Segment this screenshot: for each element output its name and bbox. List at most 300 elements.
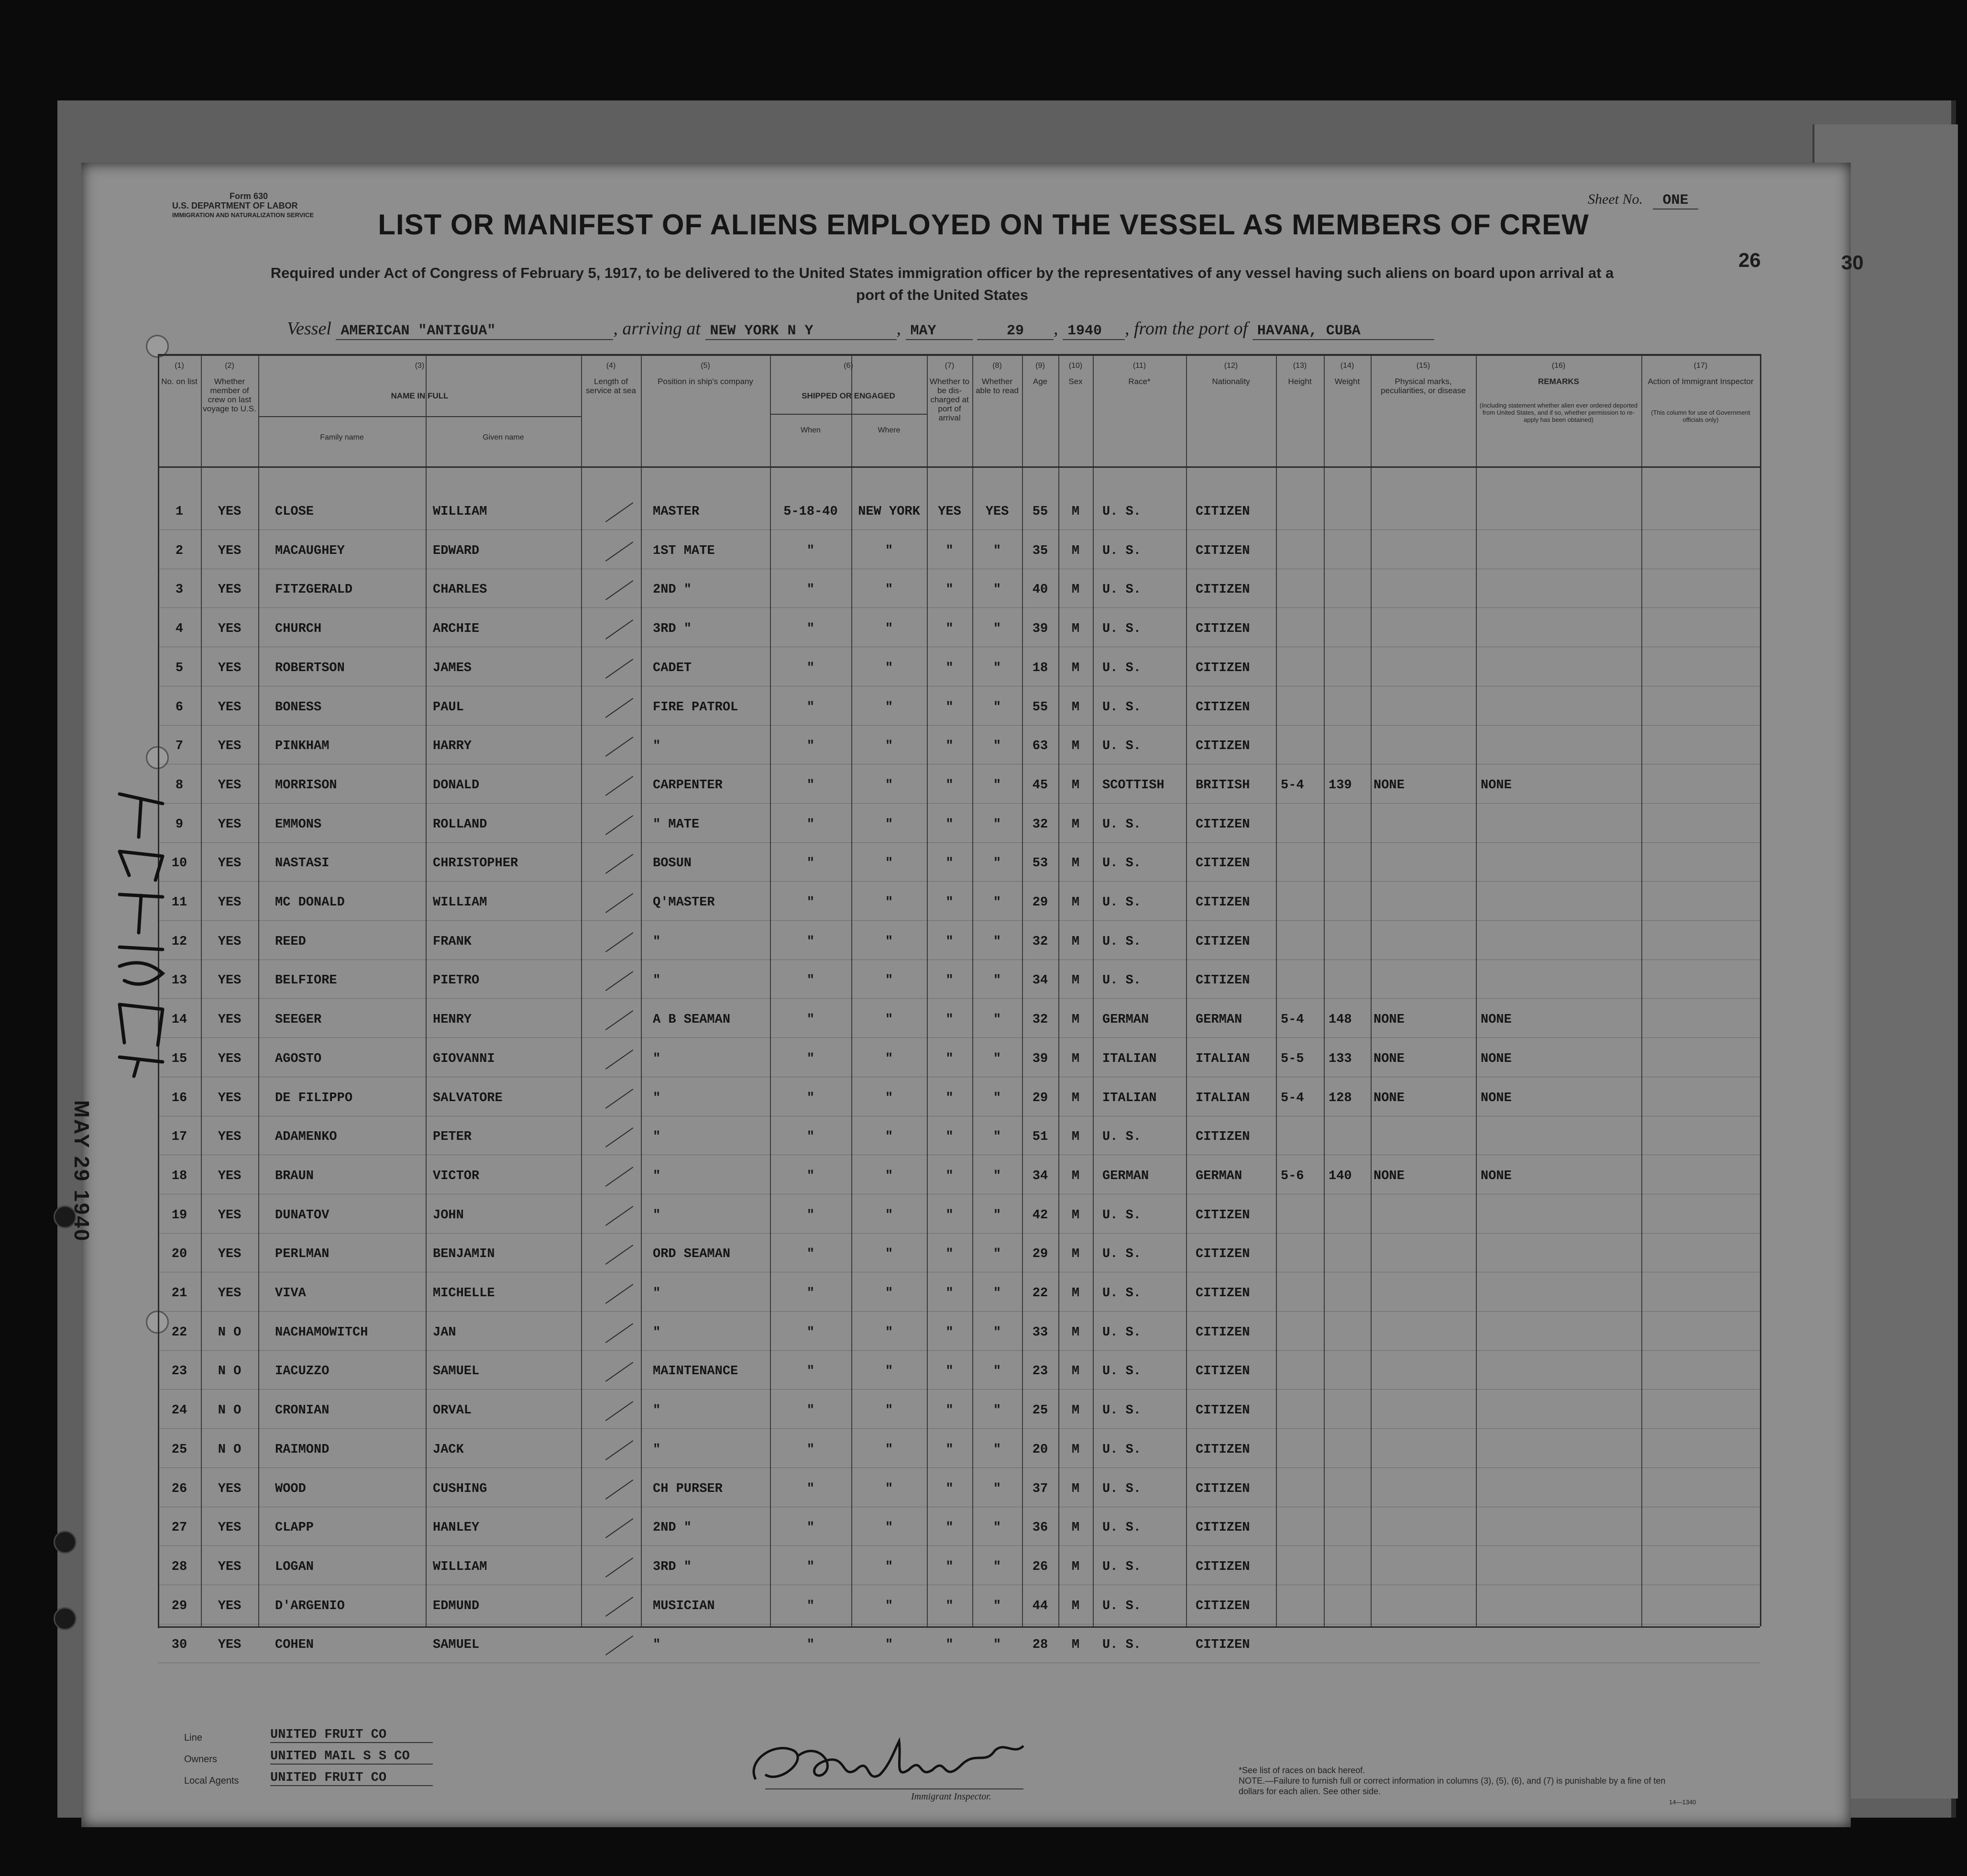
cell-read: " xyxy=(993,1247,1001,1262)
cell-position: CH PURSER xyxy=(653,1481,723,1496)
cell-crew: YES xyxy=(218,1599,242,1613)
cell-nationality: CITIZEN xyxy=(1196,1442,1250,1457)
cell-when: " xyxy=(806,973,815,988)
row-rule xyxy=(158,1037,1760,1038)
cell-nationality: CITIZEN xyxy=(1196,1638,1250,1653)
cell-sex: M xyxy=(1071,583,1080,597)
cell-no: 7 xyxy=(175,739,184,754)
column-rule xyxy=(1324,354,1325,1626)
line-value: UNITED FRUIT CO xyxy=(270,1728,433,1743)
cell-given: SAMUEL xyxy=(433,1364,480,1379)
cell-sex: M xyxy=(1071,856,1080,871)
cell-position: " xyxy=(653,934,661,949)
cell-position: 3RD " xyxy=(653,622,692,637)
cell-weight: 148 xyxy=(1329,1013,1352,1027)
cell-crew: YES xyxy=(218,739,242,754)
cell-given: CUSHING xyxy=(433,1481,487,1496)
column-header: No. on list xyxy=(161,377,198,386)
row-rule xyxy=(158,920,1760,921)
column-number: (3) xyxy=(415,362,425,370)
cell-discharged: " xyxy=(945,1130,954,1145)
cell-discharged: YES xyxy=(938,505,961,519)
column-number: (6) xyxy=(844,362,853,370)
cell-age: 53 xyxy=(1032,856,1048,871)
cell-given: PETER xyxy=(433,1130,472,1145)
column-rule xyxy=(1641,354,1642,1626)
column-header: SHIPPED OR ENGAGED xyxy=(802,391,895,400)
cell-where: " xyxy=(885,622,893,637)
column-header: Whether to be dis-charged at port of arrival xyxy=(929,377,970,422)
cell-given: SAMUEL xyxy=(433,1638,480,1653)
cell-crew: YES xyxy=(218,583,242,597)
cell-position: CARPENTER xyxy=(653,778,723,793)
cell-nationality: CITIZEN xyxy=(1196,543,1250,558)
cell-weight: 140 xyxy=(1329,1169,1352,1183)
column-header: REMARKS xyxy=(1538,377,1579,386)
cell-read: " xyxy=(993,543,1001,558)
cell-family: CHURCH xyxy=(275,622,322,637)
cell-nationality: CITIZEN xyxy=(1196,1403,1250,1418)
row-rule xyxy=(158,1311,1760,1312)
column-number: (14) xyxy=(1340,362,1354,370)
cell-crew: YES xyxy=(218,1286,242,1301)
cell-height: 5-5 xyxy=(1281,1051,1304,1066)
column-rule xyxy=(1186,354,1187,1626)
cell-crew: N O xyxy=(218,1325,242,1340)
cell-sex: M xyxy=(1071,1599,1080,1613)
cell-family: PINKHAM xyxy=(275,739,330,754)
cell-race: U. S. xyxy=(1102,1208,1142,1223)
cell-sex: M xyxy=(1071,1481,1080,1496)
cell-read: " xyxy=(993,856,1001,871)
department: U.S. DEPARTMENT OF LABOR xyxy=(172,201,298,210)
cell-marks: NONE xyxy=(1374,1013,1405,1027)
cell-age: 45 xyxy=(1032,778,1048,793)
cell-age: 51 xyxy=(1032,1130,1048,1145)
cell-race: U. S. xyxy=(1102,1247,1142,1262)
cell-crew: YES xyxy=(218,895,242,910)
cell-race: U. S. xyxy=(1102,817,1142,832)
cell-sex: M xyxy=(1071,1091,1080,1105)
cell-read: " xyxy=(993,1599,1001,1613)
cell-race: U. S. xyxy=(1102,700,1142,715)
cell-race: U. S. xyxy=(1102,895,1142,910)
cell-when: " xyxy=(806,1521,815,1535)
cell-family: EMMONS xyxy=(275,817,322,832)
cell-position: MUSICIAN xyxy=(653,1599,715,1613)
column-subheader: Given name xyxy=(483,433,524,441)
cell-crew: YES xyxy=(218,1521,242,1535)
cell-age: 39 xyxy=(1032,1051,1048,1066)
cell-age: 34 xyxy=(1032,973,1048,988)
page-title: LIST OR MANIFEST OF ALIENS EMPLOYED ON THE VESSEL AS MEMBERS OF CREW xyxy=(378,209,1589,241)
cell-given: JAMES xyxy=(433,661,472,675)
cell-when: " xyxy=(806,1130,815,1145)
cell-no: 23 xyxy=(171,1364,187,1379)
cell-race: U. S. xyxy=(1102,934,1142,949)
cell-crew: YES xyxy=(218,934,242,949)
cell-nationality: CITIZEN xyxy=(1196,1599,1250,1613)
cell-read: " xyxy=(993,1286,1001,1301)
column-number: (7) xyxy=(945,362,955,370)
row-rule xyxy=(158,998,1760,999)
cell-remarks: NONE xyxy=(1481,778,1512,793)
column-rule xyxy=(1093,354,1094,1626)
cell-sex: M xyxy=(1071,1521,1080,1535)
cell-given: JACK xyxy=(433,1442,464,1457)
cell-when: " xyxy=(806,817,815,832)
cell-discharged: " xyxy=(945,1247,954,1262)
cell-read: " xyxy=(993,1091,1001,1105)
cell-given: EDMUND xyxy=(433,1599,480,1613)
penalty-note: NOTE.—Failure to furnish full or correct information in columns (3), (5), (6), and (7) is punishable by a fine of ten dollars for each alien. See other side. xyxy=(1239,1776,1666,1796)
column-rule xyxy=(1371,354,1372,1626)
cell-sex: M xyxy=(1071,778,1080,793)
cell-when: " xyxy=(806,1013,815,1027)
cell-crew: YES xyxy=(218,1559,242,1574)
cell-discharged: " xyxy=(945,1091,954,1105)
column-subheader: Where xyxy=(878,426,901,434)
cell-age: 37 xyxy=(1032,1481,1048,1496)
cell-discharged: " xyxy=(945,1169,954,1183)
date-stamp: MAY 29 1940 xyxy=(70,1100,93,1243)
cell-race: SCOTTISH xyxy=(1102,778,1165,793)
cell-sex: M xyxy=(1071,895,1080,910)
cell-no: 24 xyxy=(171,1403,187,1418)
cell-discharged: " xyxy=(945,973,954,988)
table-top-rule xyxy=(158,354,1760,355)
cell-read: " xyxy=(993,1013,1001,1027)
cell-nationality: ITALIAN xyxy=(1196,1051,1250,1066)
cell-given: WILLIAM xyxy=(433,505,487,519)
cell-read: " xyxy=(993,622,1001,637)
cell-where: " xyxy=(885,1638,893,1653)
cell-position: CADET xyxy=(653,661,692,675)
cell-read: " xyxy=(993,661,1001,675)
cell-read: " xyxy=(993,1521,1001,1535)
cell-family: BONESS xyxy=(275,700,322,715)
cell-height: 5-4 xyxy=(1281,778,1304,793)
arrival-day: 29 xyxy=(977,323,1054,340)
cell-crew: YES xyxy=(218,856,242,871)
cell-read: " xyxy=(993,973,1001,988)
cell-family: SEEGER xyxy=(275,1013,322,1027)
cell-where: " xyxy=(885,1403,893,1418)
cell-race: U. S. xyxy=(1102,543,1142,558)
cell-no: 26 xyxy=(171,1481,187,1496)
column-header: Whether member of crew on last voyage to U.S. xyxy=(203,377,256,413)
cell-where: " xyxy=(885,856,893,871)
owners-label: Owners xyxy=(184,1754,217,1765)
cell-height: 5-6 xyxy=(1281,1169,1304,1183)
column-subheader: (This column for use of Government officials only) xyxy=(1651,409,1750,423)
cell-discharged: " xyxy=(945,778,954,793)
cell-sex: M xyxy=(1071,661,1080,675)
cell-race: U. S. xyxy=(1102,1599,1142,1613)
column-number: (1) xyxy=(175,362,184,370)
cell-when: " xyxy=(806,583,815,597)
cell-when: " xyxy=(806,1559,815,1574)
cell-read: " xyxy=(993,934,1001,949)
cell-nationality: CITIZEN xyxy=(1196,1130,1250,1145)
cell-when: " xyxy=(806,1364,815,1379)
cell-position: 2ND " xyxy=(653,1521,692,1535)
cell-nationality: ITALIAN xyxy=(1196,1091,1250,1105)
cell-discharged: " xyxy=(945,1403,954,1418)
cell-given: ROLLAND xyxy=(433,817,487,832)
cell-family: CRONIAN xyxy=(275,1403,330,1418)
cell-sex: M xyxy=(1071,1013,1080,1027)
cell-weight: 139 xyxy=(1329,778,1352,793)
cell-no: 4 xyxy=(175,622,184,637)
cell-when: " xyxy=(806,1481,815,1496)
cell-when: " xyxy=(806,934,815,949)
cell-read: " xyxy=(993,1364,1001,1379)
row-rule xyxy=(158,1233,1760,1234)
cell-position: Q'MASTER xyxy=(653,895,715,910)
cell-read: " xyxy=(993,1051,1001,1066)
cell-race: U. S. xyxy=(1102,1364,1142,1379)
cell-remarks: NONE xyxy=(1481,1169,1512,1183)
cell-where: " xyxy=(885,1208,893,1223)
cell-position: " xyxy=(653,1442,661,1457)
row-rule xyxy=(158,842,1760,843)
cell-discharged: " xyxy=(945,700,954,715)
cell-given: MICHELLE xyxy=(433,1286,495,1301)
column-header: Physical marks, peculiarities, or disease xyxy=(1381,377,1466,395)
column-header: Sex xyxy=(1068,377,1083,386)
agents-label: Local Agents xyxy=(184,1776,239,1786)
cell-sex: M xyxy=(1071,1559,1080,1574)
row-rule xyxy=(158,725,1760,726)
cell-family: MACAUGHEY xyxy=(275,543,345,558)
cell-family: IACUZZO xyxy=(275,1364,330,1379)
row-rule xyxy=(158,1545,1760,1546)
cell-position: " xyxy=(653,1169,661,1183)
column-header: Height xyxy=(1288,377,1312,386)
cell-race: U. S. xyxy=(1102,1286,1142,1301)
cell-when: " xyxy=(806,1442,815,1457)
cell-marks: NONE xyxy=(1374,778,1405,793)
cell-read: YES xyxy=(985,505,1009,519)
cell-family: FITZGERALD xyxy=(275,583,353,597)
cell-age: 29 xyxy=(1032,1247,1048,1262)
cell-position: ORD SEAMAN xyxy=(653,1247,731,1262)
column-number: (16) xyxy=(1551,362,1566,370)
agents-value: UNITED FRUIT CO xyxy=(270,1771,433,1786)
cell-family: NACHAMOWITCH xyxy=(275,1325,368,1340)
cell-race: ITALIAN xyxy=(1102,1091,1157,1105)
cell-race: U. S. xyxy=(1102,583,1142,597)
cell-sex: M xyxy=(1071,622,1080,637)
cell-given: CHRISTOPHER xyxy=(433,856,518,871)
cell-age: 20 xyxy=(1032,1442,1048,1457)
cell-given: JOHN xyxy=(433,1208,464,1223)
cell-nationality: CITIZEN xyxy=(1196,505,1250,519)
cell-family: MORRISON xyxy=(275,778,337,793)
cell-given: WILLIAM xyxy=(433,895,487,910)
cell-discharged: " xyxy=(945,817,954,832)
cell-where: " xyxy=(885,895,893,910)
cell-position: A B SEAMAN xyxy=(653,1013,731,1027)
cell-where: " xyxy=(885,817,893,832)
column-number: (2) xyxy=(225,362,234,370)
cell-where: " xyxy=(885,973,893,988)
cell-read: " xyxy=(993,583,1001,597)
cell-where: " xyxy=(885,1247,893,1262)
form-number: Form 630 xyxy=(230,191,268,201)
cell-when: " xyxy=(806,856,815,871)
cell-age: 28 xyxy=(1032,1638,1048,1653)
cell-given: SALVATORE xyxy=(433,1091,503,1105)
cell-nationality: CITIZEN xyxy=(1196,973,1250,988)
cell-race: U. S. xyxy=(1102,1403,1142,1418)
cell-crew: YES xyxy=(218,1169,242,1183)
cell-family: REED xyxy=(275,934,306,949)
cell-no: 1 xyxy=(175,505,184,519)
column-number: (17) xyxy=(1693,362,1708,370)
cell-no: 21 xyxy=(171,1286,187,1301)
cell-when: " xyxy=(806,700,815,715)
cell-remarks: NONE xyxy=(1481,1013,1512,1027)
column-header: Whether able to read xyxy=(976,377,1019,395)
sheet-no-value: ONE xyxy=(1653,192,1698,210)
cell-crew: YES xyxy=(218,1130,242,1145)
cell-sex: M xyxy=(1071,1130,1080,1145)
cell-read: " xyxy=(993,1559,1001,1574)
cell-position: 2ND " xyxy=(653,583,692,597)
cell-when: " xyxy=(806,1247,815,1262)
cell-nationality: CITIZEN xyxy=(1196,817,1250,832)
cell-sex: M xyxy=(1071,739,1080,754)
service: IMMIGRATION AND NATURALIZATION SERVICE xyxy=(172,211,314,219)
page-number: 30 xyxy=(1841,251,1864,274)
cell-given: ORVAL xyxy=(433,1403,472,1418)
cell-no: 30 xyxy=(171,1638,187,1653)
cell-no: 16 xyxy=(171,1091,187,1105)
cell-nationality: CITIZEN xyxy=(1196,583,1250,597)
cell-nationality: CITIZEN xyxy=(1196,895,1250,910)
cell-family: DE FILIPPO xyxy=(275,1091,353,1105)
column-number: (8) xyxy=(992,362,1002,370)
cell-position: " xyxy=(653,1325,661,1340)
cell-given: FRANK xyxy=(433,934,472,949)
cell-position: " xyxy=(653,1403,661,1418)
cell-read: " xyxy=(993,778,1001,793)
cell-family: MC DONALD xyxy=(275,895,345,910)
cell-age: 33 xyxy=(1032,1325,1048,1340)
from-label: , from the port of xyxy=(1125,319,1248,339)
cell-where: NEW YORK xyxy=(858,505,920,519)
column-number: (9) xyxy=(1035,362,1045,370)
cell-race: U. S. xyxy=(1102,739,1142,754)
cell-remarks: NONE xyxy=(1481,1091,1512,1105)
cell-where: " xyxy=(885,1325,893,1340)
cell-position: 3RD " xyxy=(653,1559,692,1574)
cell-race: U. S. xyxy=(1102,1521,1142,1535)
column-header: Position in ship's company xyxy=(658,377,753,386)
cell-when: " xyxy=(806,1599,815,1613)
cell-when: " xyxy=(806,895,815,910)
cell-nationality: BRITISH xyxy=(1196,778,1250,793)
cell-given: HENRY xyxy=(433,1013,472,1027)
cell-position: " xyxy=(653,1638,661,1653)
cell-nationality: CITIZEN xyxy=(1196,739,1250,754)
column-subheader: Family name xyxy=(320,433,364,441)
cell-discharged: " xyxy=(945,1599,954,1613)
column-header: Action of Immigrant Inspector xyxy=(1648,377,1754,386)
cell-discharged: " xyxy=(945,1442,954,1457)
cell-position: " xyxy=(653,973,661,988)
page-subtitle xyxy=(187,262,1698,306)
row-rule xyxy=(158,881,1760,882)
column-rule xyxy=(426,354,427,1626)
race-note: *See list of races on back hereof. xyxy=(1239,1766,1365,1775)
cell-no: 28 xyxy=(171,1559,187,1574)
cell-sex: M xyxy=(1071,817,1080,832)
cell-given: PIETRO xyxy=(433,973,480,988)
cell-sex: M xyxy=(1071,505,1080,519)
cell-when: " xyxy=(806,1638,815,1653)
cell-given: DONALD xyxy=(433,778,480,793)
column-number: (10) xyxy=(1068,362,1083,370)
cell-race: ITALIAN xyxy=(1102,1051,1157,1066)
cell-read: " xyxy=(993,1481,1001,1496)
cell-race: U. S. xyxy=(1102,1130,1142,1145)
cell-position: " xyxy=(653,1286,661,1301)
cell-crew: YES xyxy=(218,973,242,988)
cell-family: AGOSTO xyxy=(275,1051,322,1066)
cell-family: D'ARGENIO xyxy=(275,1599,345,1613)
cell-nationality: CITIZEN xyxy=(1196,1247,1250,1262)
cell-family: ADAMENKO xyxy=(275,1130,337,1145)
column-header: NAME IN FULL xyxy=(391,391,449,400)
cell-no: 17 xyxy=(171,1130,187,1145)
cell-where: " xyxy=(885,1286,893,1301)
vessel-label: Vessel xyxy=(287,319,331,339)
cell-discharged: " xyxy=(945,583,954,597)
cell-age: 40 xyxy=(1032,583,1048,597)
cell-race: U. S. xyxy=(1102,1559,1142,1574)
cell-age: 32 xyxy=(1032,817,1048,832)
cell-age: 22 xyxy=(1032,1286,1048,1301)
cell-age: 63 xyxy=(1032,739,1048,754)
cell-nationality: CITIZEN xyxy=(1196,856,1250,871)
cell-family: LOGAN xyxy=(275,1559,314,1574)
column-header: Nationality xyxy=(1212,377,1250,386)
cell-family: VIVA xyxy=(275,1286,306,1301)
cell-age: 26 xyxy=(1032,1559,1048,1574)
cell-when: 5-18-40 xyxy=(783,505,838,519)
column-rule xyxy=(1476,354,1477,1626)
cell-marks: NONE xyxy=(1374,1169,1405,1183)
cell-age: 32 xyxy=(1032,934,1048,949)
cell-family: BRAUN xyxy=(275,1169,314,1183)
cell-where: " xyxy=(885,700,893,715)
cell-nationality: CITIZEN xyxy=(1196,1521,1250,1535)
cell-position: " xyxy=(653,1130,661,1145)
binder-hole xyxy=(54,1531,77,1554)
cell-discharged: " xyxy=(945,1013,954,1027)
cell-no: 19 xyxy=(171,1208,187,1223)
table-bottom-rule xyxy=(158,1626,1760,1628)
cell-where: " xyxy=(885,1013,893,1027)
cell-read: " xyxy=(993,1208,1001,1223)
cell-sex: M xyxy=(1071,543,1080,558)
cell-when: " xyxy=(806,1403,815,1418)
cell-when: " xyxy=(806,543,815,558)
cell-position: " xyxy=(653,1208,661,1223)
